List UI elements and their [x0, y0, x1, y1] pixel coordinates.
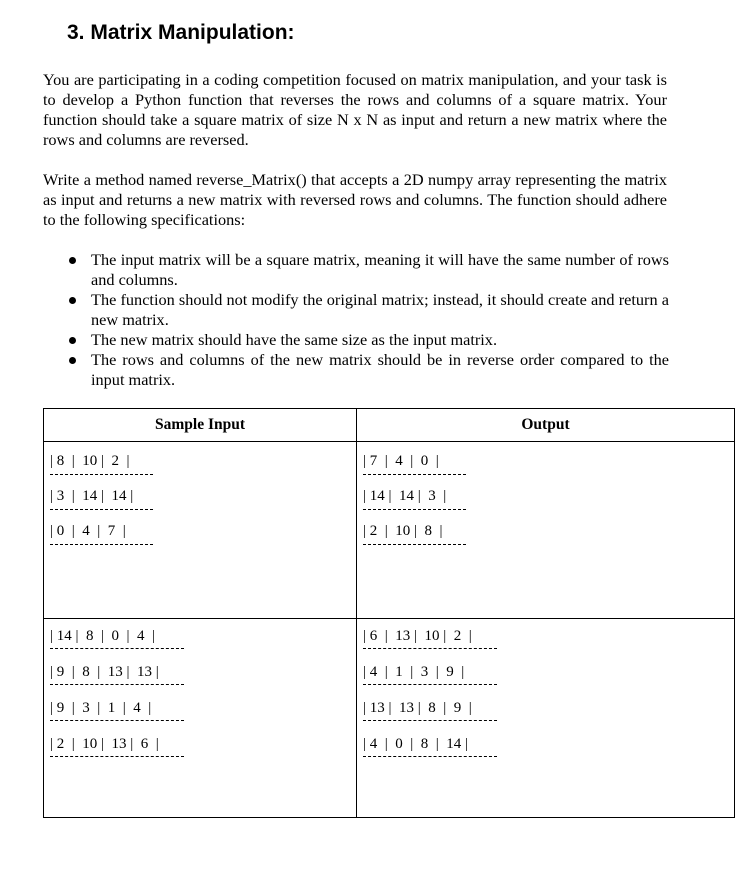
row-divider [50, 684, 184, 685]
matrix-row: | 0 | 4 | 7 | [50, 523, 126, 540]
matrix-row: | 2 | 10 | 8 | [363, 523, 443, 540]
example1-input-cell [44, 442, 357, 618]
bullet-icon [69, 337, 76, 344]
matrix-row: | 7 | 4 | 0 | [363, 453, 439, 470]
matrix-row: | 14 | 8 | 0 | 4 | [50, 627, 156, 644]
row-divider [363, 648, 497, 649]
list-item: The input matrix will be a square matrix, meaning it will have the same number of rows and columns. [43, 250, 669, 290]
row-divider [363, 756, 497, 757]
bullet-icon [69, 297, 76, 304]
bullet-icon [69, 357, 76, 364]
example1-output-cell [357, 442, 735, 618]
output-header: Output [357, 409, 735, 442]
bullet-icon [69, 257, 76, 264]
matrix-row: | 2 | 10 | 13 | 6 | [50, 735, 159, 752]
intro-paragraph: You are participating in a coding competition focused on matrix manipulation, and your task is to develop a Python function that reverses the rows and columns of a square matrix. Your function should take a square matrix of size N x N as input and return a new matrix where the rows and columns are reversed. [43, 70, 667, 149]
matrix-row: | 14 | 14 | 3 | [363, 488, 447, 505]
row-divider [50, 544, 153, 545]
matrix-row: | 9 | 8 | 13 | 13 | [50, 663, 159, 680]
list-item: The new matrix should have the same size as the input matrix. [43, 330, 669, 350]
matrix-row: | 6 | 13 | 10 | 2 | [363, 627, 472, 644]
row-divider [363, 684, 497, 685]
row-divider [363, 509, 466, 510]
row-divider [363, 720, 497, 721]
matrix-row: | 13 | 13 | 8 | 9 | [363, 699, 472, 716]
sample-input-header: Sample Input [44, 409, 357, 442]
list-item: The function should not modify the original matrix; instead, it should create and return a new matrix. [43, 290, 669, 330]
example2-input-cell [44, 618, 357, 818]
matrix-row: | 3 | 14 | 14 | [50, 488, 134, 505]
table-header-row [44, 409, 735, 442]
list-item: The rows and columns of the new matrix should be in reverse order compared to the input matrix. [43, 350, 669, 390]
row-divider [50, 474, 153, 475]
table-row [44, 442, 735, 618]
row-divider [50, 648, 184, 649]
matrix-row: | 4 | 1 | 3 | 9 | [363, 663, 465, 680]
sample-table [43, 408, 735, 818]
specification-list [43, 250, 669, 390]
row-divider [50, 756, 184, 757]
row-divider [363, 474, 466, 475]
row-divider [50, 720, 184, 721]
matrix-row: | 4 | 0 | 8 | 14 | [363, 735, 469, 752]
row-divider [50, 509, 153, 510]
matrix-row: | 8 | 10 | 2 | [50, 453, 130, 470]
table-row [44, 618, 735, 818]
example2-output-cell [357, 618, 735, 818]
method-paragraph: Write a method named reverse_Matrix() that accepts a 2D numpy array representing the matrix as input and returns a new matrix with reversed rows and columns. The function should adhere to the following specifications: [43, 170, 667, 229]
section-heading: 3. Matrix Manipulation: [67, 21, 295, 44]
matrix-row: | 9 | 3 | 1 | 4 | [50, 699, 152, 716]
row-divider [363, 544, 466, 545]
